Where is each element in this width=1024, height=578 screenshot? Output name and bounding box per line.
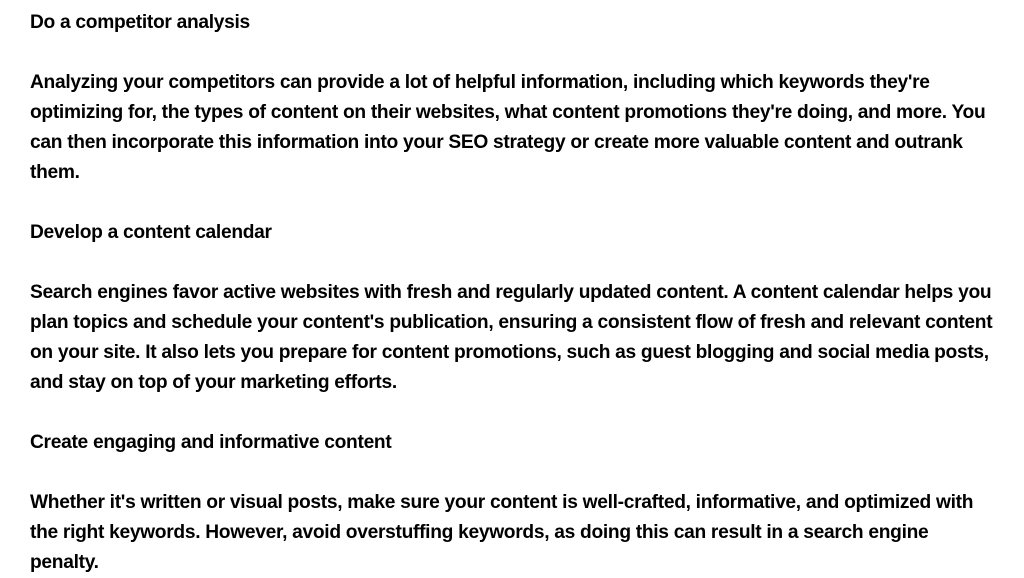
section-competitor-analysis — [30, 8, 1000, 188]
section-engaging-content — [30, 428, 1000, 578]
section-heading: Do a competitor analysis — [30, 12, 250, 33]
section-paragraph: Search engines favor active websites with fresh and regularly updated content. A content calendar helps you plan topics and schedule your content's publication, ensuring a consistent flow of fresh and relevant content on your site. It also lets you prepare for content promotions, such as guest blogging and social media posts, and stay on top of your marketing efforts. — [30, 282, 993, 393]
section-content-calendar — [30, 218, 1000, 398]
section-paragraph: Whether it's written or visual posts, make sure your content is well-crafted, informative, and optimized with the right keywords. However, avoid overstuffing keywords, as doing this can result in a search engine penalty. — [30, 492, 974, 573]
section-heading: Develop a content calendar — [30, 222, 272, 243]
section-heading: Create engaging and informative content — [30, 432, 392, 453]
section-paragraph: Analyzing your competitors can provide a lot of helpful information, including which keywords they're optimizing for, the types of content on their websites, what content promotions they're doing, and more. You can then incorporate this information into your SEO strategy or create more valuable content and outrank them. — [30, 72, 986, 183]
